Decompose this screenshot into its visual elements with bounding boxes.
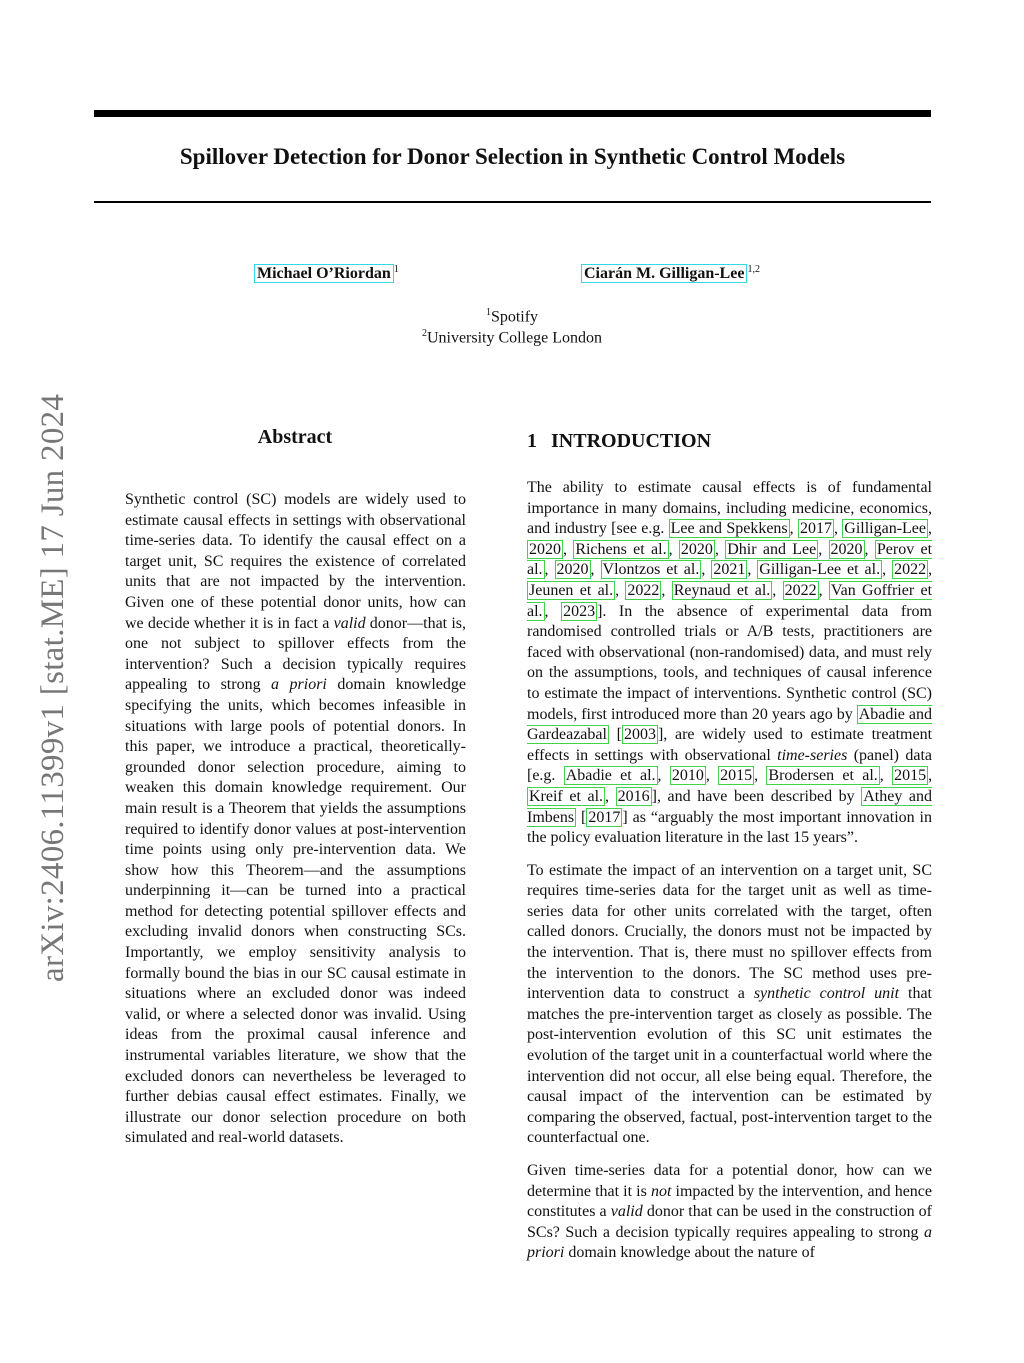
citation-link[interactable]: Richens et al. — [575, 540, 667, 558]
author-1 — [254, 260, 399, 284]
abstract-heading: Abstract — [257, 426, 333, 448]
author-1-affil: 1 — [393, 264, 399, 275]
citation-link[interactable]: Vlontzos et al. — [602, 561, 700, 579]
title-rule — [94, 201, 931, 203]
affiliation-2-name: University College London — [426, 329, 603, 347]
author-2 — [581, 260, 760, 284]
citation-link[interactable]: Gilligan-Lee et al. — [759, 561, 881, 579]
arxiv-identifier: arXiv:2406.11399v1 [stat.ME] 17 Jun 2024 — [35, 393, 71, 982]
paper-title: Spillover Detection for Donor Selection in Synthetic Control Models — [179, 144, 846, 169]
citation-link[interactable]: 2017 — [588, 808, 621, 826]
abstract-body — [125, 490, 466, 1149]
citation-link[interactable]: 2023 — [563, 602, 596, 620]
citation-link[interactable]: 2016 — [617, 787, 650, 805]
citation-link[interactable]: 2015 — [894, 767, 927, 785]
citation-link[interactable]: Van Goffrier et al. — [527, 581, 933, 620]
citation-link[interactable]: Brodersen et al. — [768, 767, 878, 785]
intro-paragraph-3: Given time-series data for a potential donor, how can we determine that it is not impacted by the intervention, and hence constitutes a valid donor that can be used in the construction of SCs? Such a decision typically requires appealing to strong a priori domain knowledge about the nature of — [527, 1162, 932, 1262]
intro-paragraph-1: The ability to estimate causal effects is of fundamental importance in many domains, including medicine, economics, and industry [see e.g. Lee and Spekkens , 2017 , Gilligan-Lee , 2020 , Richens et al. , 2020 , Dhir and Lee , 2020 , Perov et al. , 2020 , Vlontzos et al. , 2021 , Gilligan-Lee et al. , 2022 , Jeunen et al. , 2022 , Reynaud et al. , 2022 , Van Goffrier et al. , 2023 ]. In the absence of experimental data from randomised controlled trials or A/B tests, practitioners are faced with observational (non-randomised) data, and must rely on the assumptions, tools, and techniques of causal inference to estimate the impact of interventions. Synthetic control (SC) models, first introduced more than 20 years ago by Abadie and Gardeazabal [ 2003 ], are widely used to estimate treatment effects in settings with observational time-series (panel) data [e.g. Abadie et al. , 2010 , 2015 , Brodersen et al. , 2015 , Kreif et al. , 2016 ], and have been described by Athey and Imbens [ 2017 ] as “arguably the most important innovation in the policy evaluation literature in the last 15 years”. — [527, 479, 933, 847]
author-1-link[interactable]: Michael O’Riordan — [254, 264, 394, 283]
citation-link[interactable]: 2022 — [627, 581, 660, 599]
citation-link[interactable]: 2017 — [799, 520, 832, 538]
citation-link[interactable]: Abadie and Gardeazabal — [527, 705, 933, 744]
citation-link[interactable]: 2003 — [623, 726, 656, 744]
citation-link[interactable]: Abadie et al. — [565, 767, 656, 785]
intro-paragraph-2: To estimate the impact of an intervention on a target unit, SC requires time-series data for the target unit as well as time-series data for other units correlated with the target, often called donors. Crucially, the donors must not be impacted by the intervention. That is, there must no spillover effects from the intervention to the donors. The SC method uses pre-intervention data to construct a synthetic control unit that matches the pre-intervention target as closely as possible. The post-intervention evolution of this SC unit estimates the evolution of the target unit in a counterfactual world where the intervention did not occur, all else being equal. Therefore, the causal impact of the intervention can be estimated by comparing the observed, factual, post-intervention target to the counterfactual one. — [527, 861, 933, 1147]
citation-link[interactable]: 2020 — [830, 540, 863, 558]
citation-link[interactable]: Jeunen et al. — [529, 581, 614, 599]
citation-link[interactable]: 2010 — [671, 767, 704, 785]
abstract-emph: valid — [333, 614, 366, 632]
citation-link[interactable]: Athey and Imbens — [527, 787, 933, 826]
top-rule — [94, 110, 931, 117]
affiliation-2-num: 2 — [421, 328, 427, 339]
citation-link[interactable]: 2020 — [556, 561, 589, 579]
section-number: 1 — [527, 430, 537, 452]
affiliation-1-name: Spotify — [490, 308, 539, 326]
section-title: INTRODUCTION — [551, 430, 712, 452]
abstract-text: Synthetic control (SC) models are widely used to estimate causal effects in settings with observational time-series data. To identify the causal effect on a target unit, SC requires the existence of correlated units that are not impacted by the intervention. Given one of these potential donor units, how can we decide whether it is in fact a — [125, 491, 466, 632]
citation-link[interactable]: Dhir and Lee — [727, 540, 817, 558]
citation-link[interactable]: 2021 — [713, 561, 746, 579]
citation-link[interactable]: Kreif et al. — [529, 787, 604, 805]
citation-link[interactable]: 2020 — [680, 540, 713, 558]
affiliation-1-num: 1 — [485, 307, 491, 318]
intro-body — [527, 478, 932, 1264]
affiliation-2 — [312, 323, 712, 348]
author-2-link[interactable]: Ciarán M. Gilligan-Lee — [581, 264, 747, 283]
citation-link[interactable]: 2020 — [529, 540, 561, 558]
citation-link[interactable]: Gilligan-Lee — [844, 520, 927, 538]
citation-link[interactable]: Perov et al. — [527, 540, 933, 579]
citation-link[interactable]: Reynaud et al. — [673, 581, 771, 599]
citation-link[interactable]: 2022 — [894, 561, 927, 579]
abstract-text: domain knowledge specifying the units, which becomes infeasible in situations with large pools of potential donors. In this paper, we introduce a practical, theoretically-grounded donor selection procedure, aiming to weaken this domain knowledge requirement. Our main result is a Theorem that yields the assumptions required to identify donor values at post-intervention time points using only pre-intervention data. We show how this Theorem—and the assumptions underpinning it—can be turned into a practical method for detecting potential spillover effects and excluding invalid donors when constructing SCs. Importantly, we employ sensitivity analysis to formally bound the bias in our SC causal estimate in situations where an excluded donor was indeed valid, or where a selected donor was invalid. Using ideas from the proximal causal inference and instrumental variables literature, we show that the excluded donors can nevertheless be leveraged to further debias causal effect estimates. Finally, we illustrate our donor selection procedure on both simulated and real-world datasets. — [125, 676, 466, 1147]
citation-link[interactable]: 2022 — [784, 581, 817, 599]
intro-heading — [527, 430, 711, 453]
citation-link[interactable]: 2015 — [720, 767, 753, 785]
abstract-text: donor—that is, one not subject to spillover effects from the intervention? Such a decision typically requires appealing to strong — [125, 614, 466, 694]
abstract-emph: a priori — [271, 676, 327, 694]
citation-link[interactable]: Lee and Spekkens — [670, 520, 788, 538]
author-2-affil: 1,2 — [747, 264, 760, 275]
